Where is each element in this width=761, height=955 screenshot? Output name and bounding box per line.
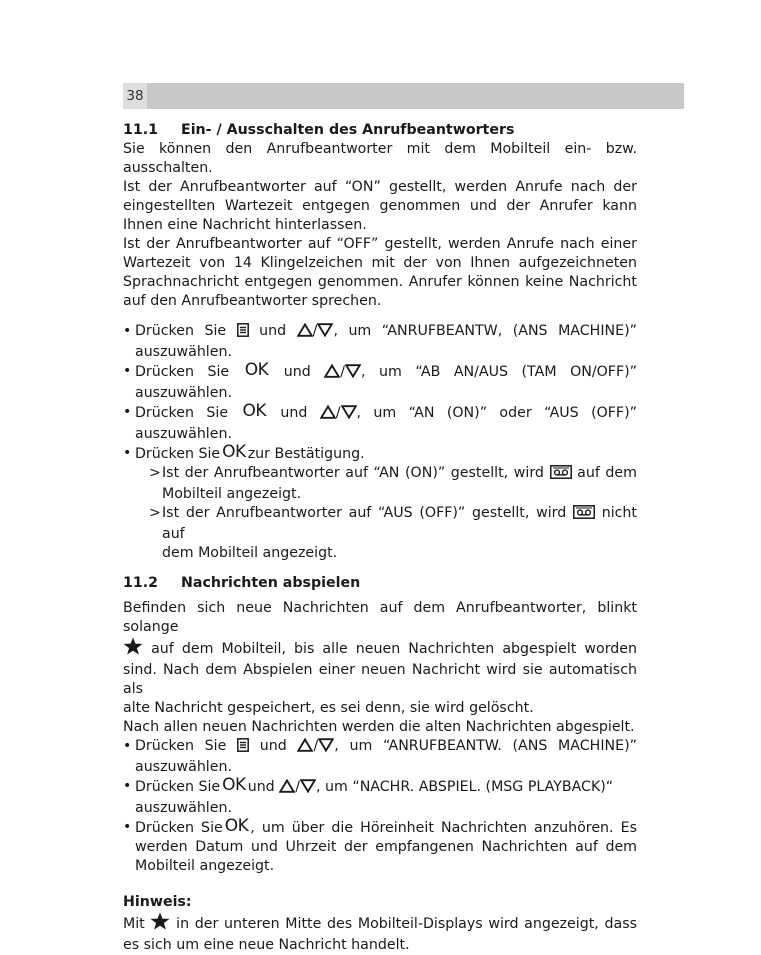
down-triangle-icon [300, 779, 316, 799]
text-line: Wartezeit von 14 Klingelzeichen mit der von Ihnen aufgezeichneten [123, 255, 637, 271]
ok-key-icon: OK [222, 442, 246, 462]
text-line: sind. Nach dem Abspielen einer neuen Nachricht wird sie automatisch als [123, 662, 637, 697]
section-1-steps [123, 322, 637, 563]
list-item: • Drücken Sie OK , um über die Höreinheit Nachrichten anzuhören. Es werden Datum und Uhrzeit der empfangenen Nachrichten auf dem Mobilteil angezeigt. [123, 818, 637, 876]
text-line: alte Nachricht gespeichert, es sei denn, sie wird gelöscht. [123, 700, 534, 716]
section-heading-11-2 [123, 574, 637, 593]
down-triangle-icon [341, 405, 357, 425]
up-triangle-icon [297, 738, 313, 758]
text-line: eingestellten Wartezeit entgegen genommen und der Anrufer kann [123, 198, 637, 214]
list-item: • Drücken Sie und / , um “ANRUFBEANTW, (ANS MACHINE)” auszuwählen. [123, 322, 637, 362]
text-line: Sie können den Anrufbeantworter mit dem Mobilteil ein- bzw. ausschalten. [123, 141, 637, 176]
page-header-bar [123, 83, 684, 109]
page-number: 38 [123, 83, 147, 109]
ok-key-icon: OK [224, 816, 249, 836]
section-1-intro [123, 140, 637, 311]
text-line: auf dem Mobilteil, bis alle neuen Nachrichten abgespielt worden [123, 637, 637, 661]
text-line: Nach allen neuen Nachrichten werden die alten Nachrichten abgespielt. [123, 719, 635, 735]
star-icon [123, 637, 143, 661]
up-triangle-icon [279, 779, 295, 799]
text-line: es sich um eine neue Nachricht handelt. [123, 937, 410, 953]
sub-list-item: > Ist der Anrufbeantworter auf “AN (ON)” gestellt, wird auf dem Mobilteil angezeigt. [135, 464, 637, 504]
up-triangle-icon [320, 405, 336, 425]
answering-machine-icon [573, 505, 595, 525]
note-block [123, 893, 637, 955]
section-number: 11.1 [123, 122, 159, 138]
text-line: Ihnen eine Nachricht hinterlassen. [123, 217, 367, 233]
up-triangle-icon [324, 364, 340, 384]
answering-machine-icon [550, 465, 572, 485]
text-line: Befinden sich neue Nachrichten auf dem Anrufbeantworter, blinkt solange [123, 600, 637, 635]
menu-icon [237, 323, 249, 343]
ok-key-icon: OK [244, 360, 269, 380]
text-line: Mit in der unteren Mitte des Mobilteil-Displays wird angezeigt, dass [123, 912, 637, 936]
section-heading-11-1 [123, 121, 637, 140]
text-line: Ist der Anrufbeantworter auf “OFF” gestellt, werden Anrufe nach einer [123, 236, 637, 252]
menu-icon [237, 738, 249, 758]
down-triangle-icon [345, 364, 361, 384]
list-item: • Drücken Sie OK und / , um “AN (ON)” oder “AUS (OFF)” auszuwählen. [123, 403, 637, 444]
down-triangle-icon [318, 738, 334, 758]
up-triangle-icon [297, 323, 313, 343]
list-item: • Drücken Sie OK und / , um “NACHR. ABSPIEL. (MSG PLAYBACK)“ auszuwählen. [123, 777, 637, 818]
note-label: Hinweis: [123, 894, 192, 910]
text-line: auf den Anrufbeantworter sprechen. [123, 293, 382, 309]
section-2-intro [123, 599, 637, 737]
text-line: Ist der Anrufbeantworter auf “ON” gestellt, werden Anrufe nach der [123, 179, 637, 195]
list-item: • Drücken Sie und / , um “ANRUFBEANTW. (ANS MACHINE)” auszuwählen. [123, 737, 637, 777]
section-number: 11.2 [123, 575, 159, 591]
section-title: Nachrichten abspielen [181, 575, 361, 591]
document-content [123, 121, 637, 955]
list-item: • Drücken Sie OK zur Bestätigung. > Ist der Anrufbeantworter auf “AN (ON)” gestellt, wird auf dem Mobilteil angezeigt. > Ist der Anrufbeantworter auf “AUS (OFF)” gestellt, wird nicht auf dem Mobilteil angezeigt. [123, 444, 637, 563]
ok-key-icon: OK [242, 401, 266, 421]
ok-key-icon: OK [222, 775, 246, 795]
sub-list-item: > Ist der Anrufbeantworter auf “AUS (OFF)” gestellt, wird nicht auf dem Mobilteil angezeigt. [135, 504, 637, 563]
down-triangle-icon [317, 323, 333, 343]
list-item: • Drücken Sie OK und / , um “AB AN/AUS (TAM ON/OFF)” auszuwählen. [123, 362, 637, 403]
section-title: Ein- / Ausschalten des Anrufbeantworters [181, 122, 515, 138]
star-icon [150, 912, 170, 936]
section-2-steps [123, 737, 637, 876]
text-line: Sprachnachricht entgegen genommen. Anrufer können keine Nachricht [123, 274, 637, 290]
